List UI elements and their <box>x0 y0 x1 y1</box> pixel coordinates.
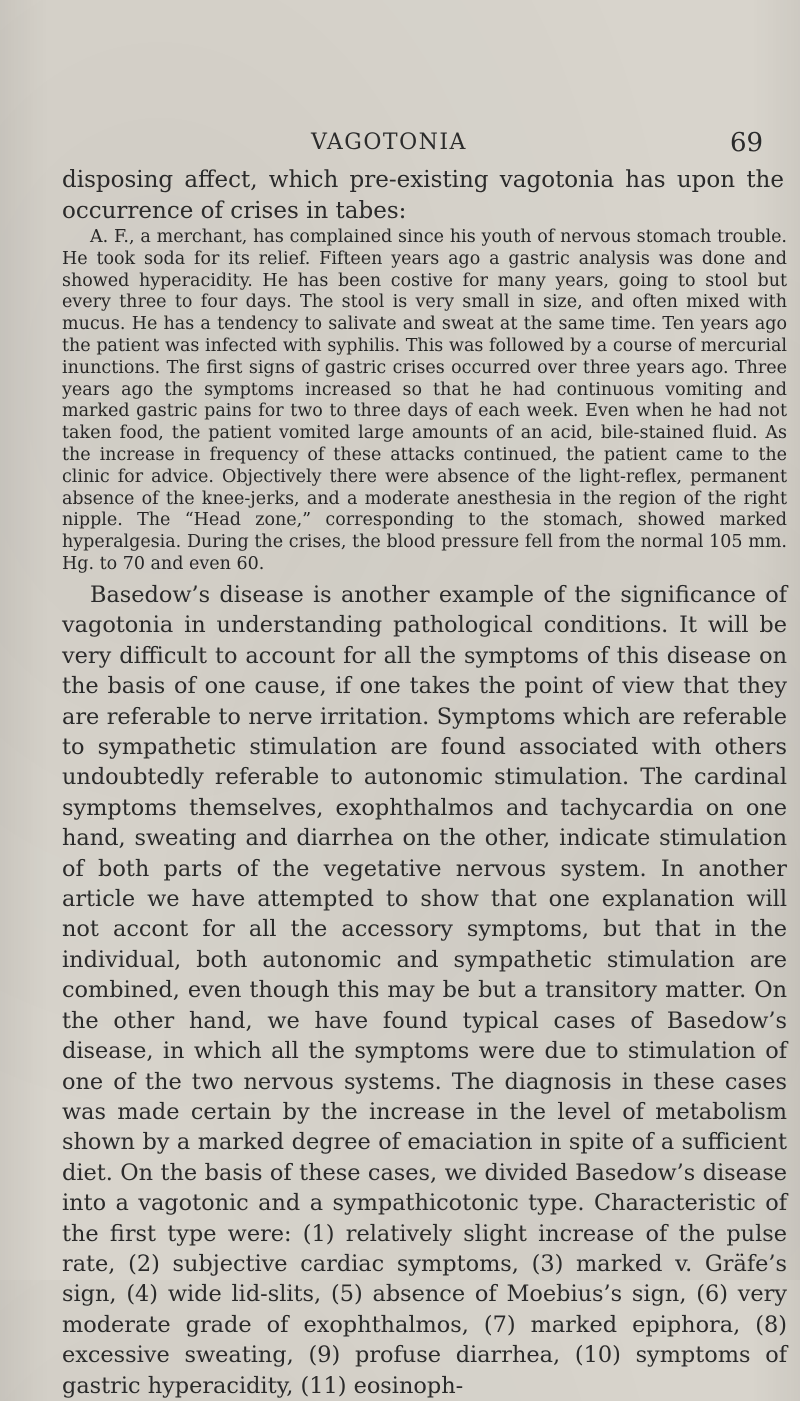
case-report-paragraph: A. F., a merchant, has complained since his youth of nervous stomach trouble. He took soda for its relief. Fifteen years ago a gastric analysis was done and showed hyperacidity. He has been costive for many years, going to stool but every three to four days. The stool is very small in size, and often mixed with mucus. He has a tendency to salivate and sweat at the same time. Ten years ago the patient was infected with syphilis. This was followed by a course of mercurial inunctions. The first signs of gastric crises occurred over three years ago. Three years ago the symptoms increased so that he had continuous vomiting and marked gastric pains for two to three days of each week. Even when he had not taken food, the patient vomited large amounts of an acid, bile-stained fluid. As the increase in frequency of these attacks continued, the patient came to the clinic for advice. Objectively there were absence of the light-reflex, permanent absence of the knee-jerks, and a moderate anesthesia in the region of the right nipple. The “Head zone,” corresponding to the stomach, showed marked hyperalgesia. During the crises, the blood pressure fell from the normal 105 mm. Hg. to 70 and even 60. <box>62 227 787 574</box>
intro-text: disposing affect, which pre-existing vagotonia has upon the occurrence of crises in tabes: <box>62 167 784 224</box>
running-head <box>0 128 800 164</box>
basedow-paragraph: Basedow’s disease is another example of the significance of vagotonia in understanding pathological conditions. It will be very difficult to account for all the symptoms of this disease on the basis of one cause, if one takes the point of view that they are referable to nerve irritation. Symptoms which are referable to sympathetic stimulation are found associated with others undoubtedly referable to autonomic stimulation. The cardinal symptoms themselves, exophthalmos and tachycardia on one hand, sweating and diarrhea on the other, indicate stimulation of both parts of the vegetative nervous system. In another article we have attempted to show that one explanation will not accont for all the accessory symptoms, but that in the individual, both autonomic and sympathetic stimulation are combined, even though this may be but a transitory matter. On the other hand, we have found typical cases of Basedow’s disease, in which all the symptoms were due to stimulation of one of the two nervous systems. The diagnosis in these cases was made certain by the increase in the level of metabolism shown by a marked degree of emaciation in spite of a sufficient diet. On the basis of these cases, we divided Basedow’s disease into a vagotonic and a sympathicotonic type. Characteristic of the first type were: (1) relatively slight increase of the pulse rate, (2) subjective cardiac symptoms, (3) marked v. Gräfe’s sign, (4) wide lid-slits, (5) absence of Moebius’s sign, (6) very moderate grade of exophthalmos, (7) marked epiphora, (8) excessive sweating, (9) profuse diarrhea, (10) symptoms of gastric hyperacidity, (11) eosinoph- <box>62 582 787 1399</box>
page-number: 69 <box>730 128 764 158</box>
running-title: VAGOTONIA <box>311 130 467 155</box>
